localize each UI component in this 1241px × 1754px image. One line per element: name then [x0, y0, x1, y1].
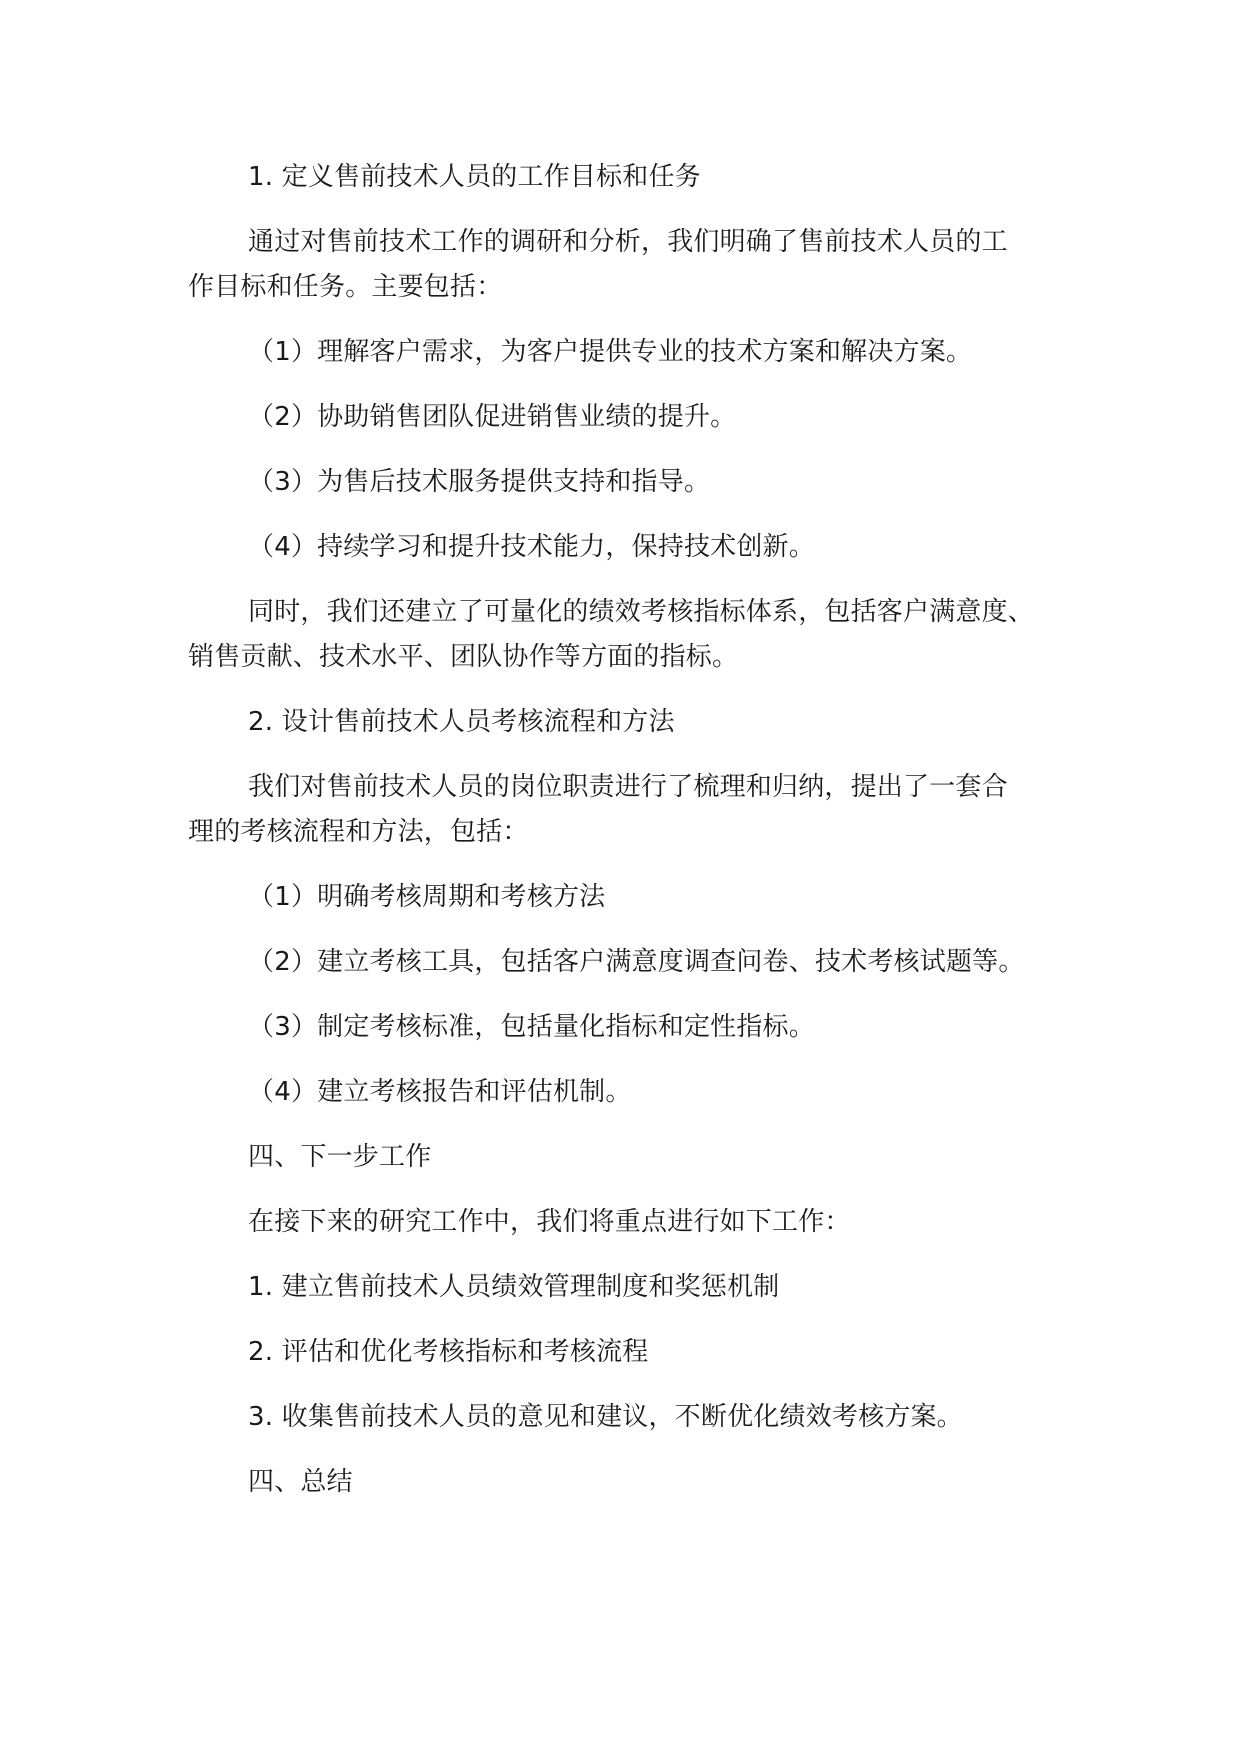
list-item: （1）理解客户需求，为客户提供专业的技术方案和解决方案。: [248, 337, 973, 367]
section-heading-2: 2. 设计售前技术人员考核流程和方法: [248, 707, 675, 737]
list-item: （1）明确考核周期和考核方法: [248, 882, 606, 912]
list-item: 3. 收集售前技术人员的意见和建议，不断优化绩效考核方案。: [248, 1402, 963, 1432]
list-item: 1. 建立售前技术人员绩效管理制度和奖惩机制: [248, 1272, 780, 1302]
list-item: （3）制定考核标准，包括量化指标和定性指标。: [248, 1012, 815, 1042]
list-item: 2. 评估和优化考核指标和考核流程: [248, 1337, 649, 1367]
paragraph-line: 我们对售前技术人员的岗位职责进行了梳理和归纳，提出了一套合: [248, 772, 1008, 802]
section-heading-summary: 四、总结: [248, 1467, 353, 1497]
paragraph-line: 销售贡献、技术水平、团队协作等方面的指标。: [188, 642, 739, 672]
paragraph-line: 通过对售前技术工作的调研和分析，我们明确了售前技术人员的工: [248, 227, 1008, 257]
section-heading-next-steps: 四、下一步工作: [248, 1142, 432, 1172]
list-item: （3）为售后技术服务提供支持和指导。: [248, 467, 711, 497]
paragraph-line: 理的考核流程和方法，包括：: [188, 817, 529, 847]
paragraph-line: 作目标和任务。主要包括：: [188, 272, 503, 302]
paragraph-line: 在接下来的研究工作中，我们将重点进行如下工作：: [248, 1207, 851, 1237]
list-item: （4）建立考核报告和评估机制。: [248, 1077, 632, 1107]
list-item: （4）持续学习和提升技术能力，保持技术创新。: [248, 532, 815, 562]
list-item: （2）协助销售团队促进销售业绩的提升。: [248, 402, 737, 432]
paragraph-line: 同时，我们还建立了可量化的绩效考核指标体系，包括客户满意度、: [248, 597, 1035, 627]
section-heading-1: 1. 定义售前技术人员的工作目标和任务: [248, 162, 701, 192]
list-item: （2）建立考核工具，包括客户满意度调查问卷、技术考核试题等。: [248, 947, 1025, 977]
